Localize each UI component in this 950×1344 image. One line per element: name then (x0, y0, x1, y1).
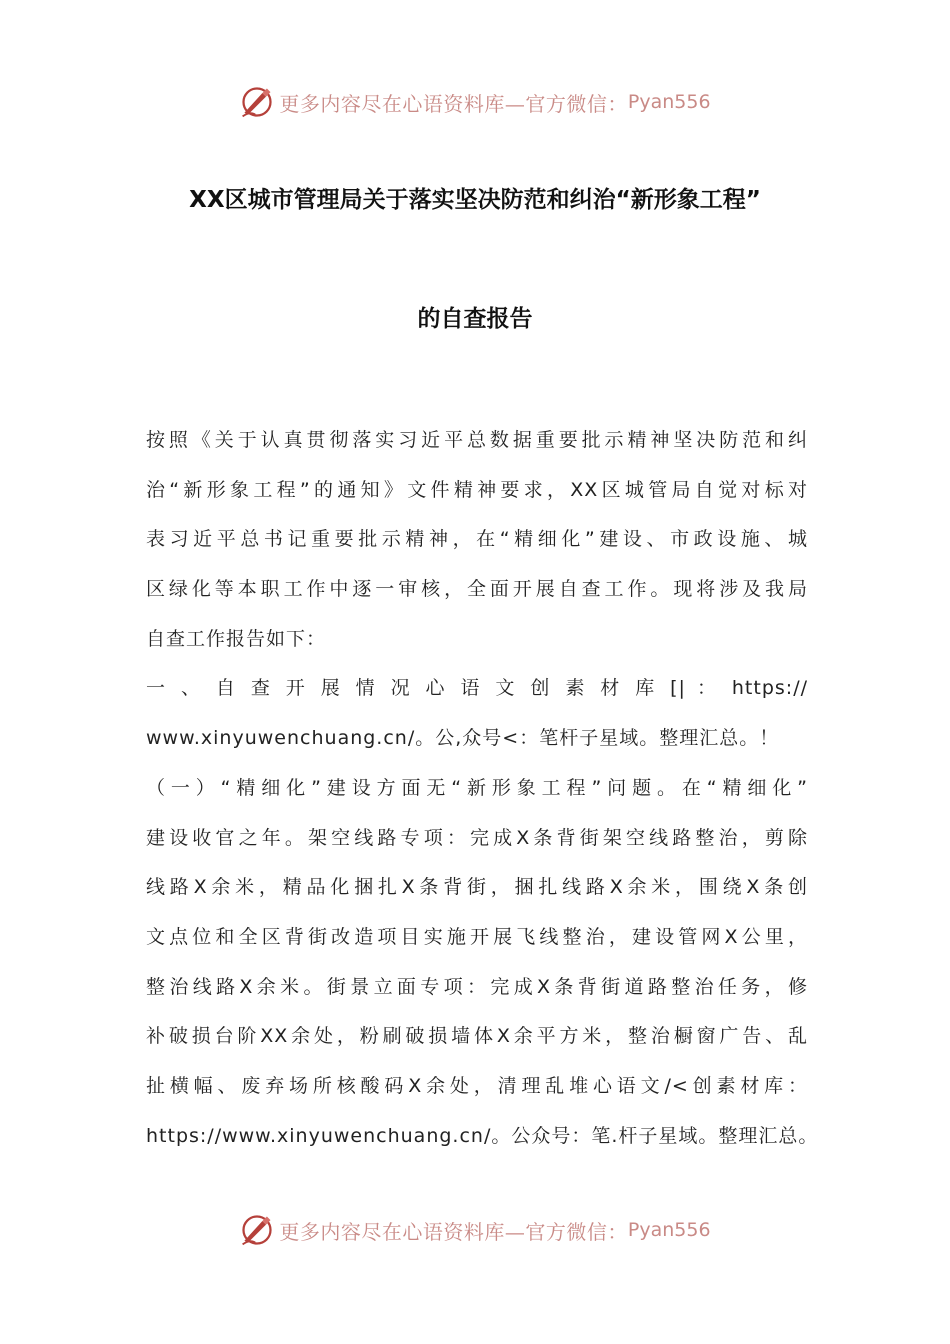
body-line: 自查工作报告如下： (146, 627, 327, 650)
document-title-line-1: XX区城市管理局关于落实坚决防范和纠治“新形象工程” (189, 187, 761, 213)
body-line: 区绿化等本职工作中逐一审核，全面开展自查工作。现将涉及我局 (146, 578, 808, 601)
pen-logo-icon (239, 84, 275, 120)
body-line: 文点位和全区背街改造项目实施开展飞线整治，建设管网X公里， (146, 925, 808, 948)
banner-text: 更多内容尽在心语资料库—官方微信： (279, 91, 628, 116)
body-line: 治“新形象工程”的通知》文件精神要求，XX区城管局自觉对标对 (146, 478, 808, 501)
banner-text: 更多内容尽在心语资料库—官方微信： (279, 1219, 628, 1244)
document-title-line-2: 的自查报告 (417, 306, 533, 332)
body-line: 一 、 自 查 开 展 情 况 心 语 文 创 素 材 库 [| ： https:// (146, 677, 808, 700)
body-line: 线路X余米，精品化捆扎X条背街，捆扎线路X余米，围绕X条创 (146, 876, 808, 899)
top-banner (0, 82, 950, 122)
bottom-banner (0, 1210, 950, 1250)
banner-wechat-id: Pyan556 (627, 1219, 711, 1241)
body-line: https://www.xinyuwenchuang.cn/。公众号：笔.杆子星域。整理汇总。 (146, 1124, 819, 1147)
document-body (146, 416, 819, 1161)
body-line: www.xinyuwenchuang.cn/。公,众号<：笔杆子星域。整理汇总。！ (146, 727, 780, 750)
pen-logo-icon (239, 1212, 275, 1248)
body-line: （一）“精细化”建设方面无“新形象工程”问题。在“精细化” (146, 776, 808, 799)
body-line: 建设收官之年。架空线路专项：完成X条背街架空线路整治，剪除 (146, 826, 808, 849)
body-line: 按照《关于认真贯彻落实习近平总数据重要批示精神坚决防范和纠 (146, 429, 808, 451)
banner-wechat-id: Pyan556 (627, 91, 711, 113)
body-line: 扯横幅、废弃场所核酸码X余处，清理乱堆心语文/<创素材库： (146, 1074, 808, 1097)
body-line: 整治线路X余米。街景立面专项：完成X条背街道路整治任务，修 (146, 975, 808, 998)
body-line: 补破损台阶XX余处，粉刷破损墙体X余平方米，整治橱窗广告、乱 (146, 1025, 808, 1048)
body-line: 表习近平总书记重要批示精神，在“精细化”建设、市政设施、城 (146, 528, 808, 551)
